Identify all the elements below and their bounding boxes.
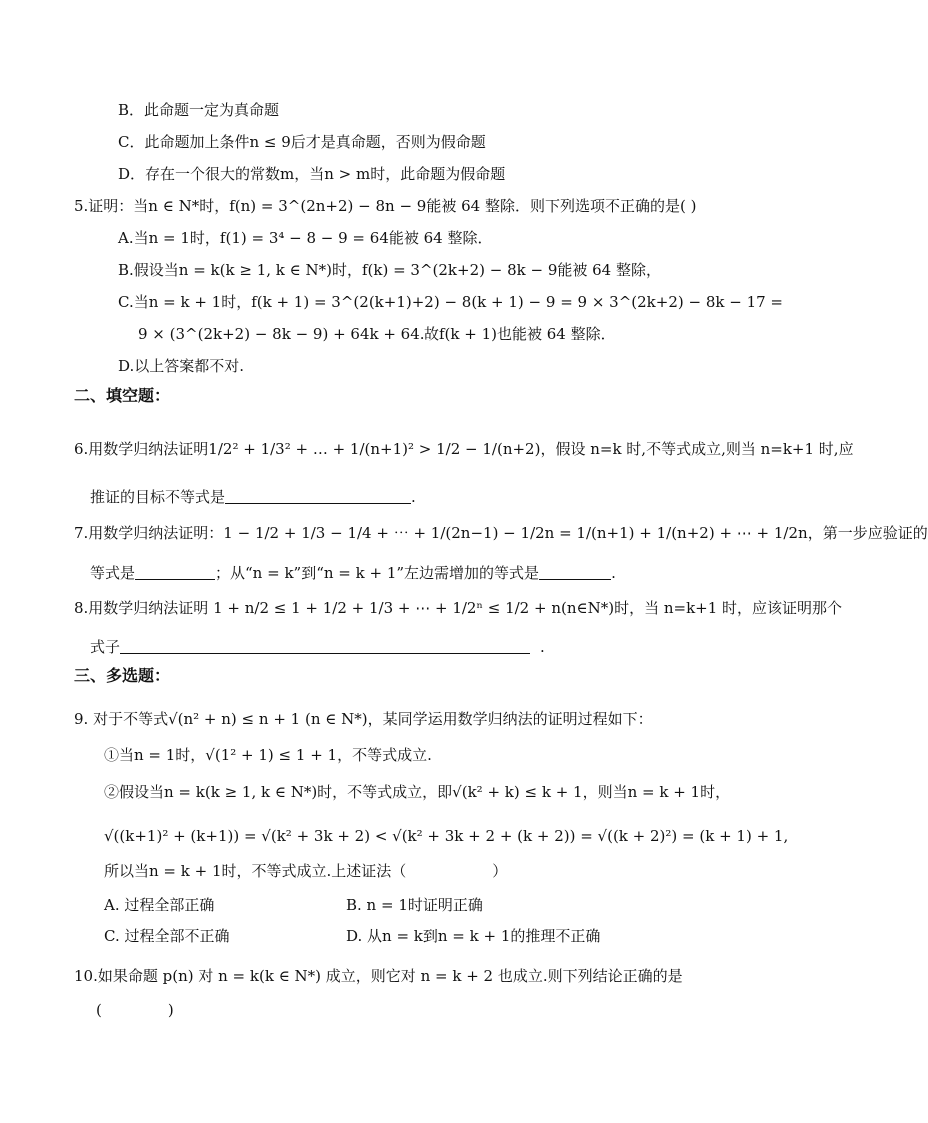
q4-option-c: C．此命题加上条件n ≤ 9后才是真命题，否则为假命题 [118, 133, 486, 151]
q8-period: . [540, 638, 545, 656]
q10-paren-close: ) [167, 1001, 174, 1019]
q9-option-b: B. n = 1时证明正确 [346, 896, 483, 914]
q5-option-a: A.当n = 1时，f(1) = 3⁴ − 8 − 9 = 64能被 64 整除． [118, 229, 493, 247]
q7-first-step-blank[interactable] [135, 563, 215, 580]
q10-stem: 10.如果命题 p(n) 对 n = k(k ∈ N*) 成立，则它对 n = k + 2 也成立.则下列结论正确的是 [74, 967, 683, 985]
q6-stem: 6.用数学归纳法证明1/2² + 1/3² + … + 1/(n+1)² > 1/2 − 1/(n+2)，假设 n=k 时,不等式成立,则当 n=k+1 时,应 [74, 440, 854, 458]
q7-period: . [611, 564, 616, 582]
q5-option-b: B.假设当n = k(k ≥ 1, k ∈ N*)时，f(k) = 3^(2k+2) − 8k − 9能被 64 整除， [118, 261, 661, 279]
q5-option-d: D.以上答案都不对. [118, 357, 245, 375]
q7-line2 [90, 562, 616, 584]
q8-expression-label: 式子 [90, 638, 121, 656]
q8-stem: 8.用数学归纳法证明 1 + n/2 ≤ 1 + 1/2 + 1/3 + ⋯ + 1/2ⁿ ≤ 1/2 + n(n∈N*)时，当 n=k+1 时，应该证明那个 [74, 599, 843, 617]
q8-answer-blank[interactable] [120, 637, 530, 654]
q7-first-step-label: 等式是 [90, 564, 136, 582]
q4-option-d: D．存在一个很大的常数m，当n > m时，此命题为假命题 [118, 165, 506, 183]
q7-increment-label: ；从“n = k”到“n = k + 1”左边需增加的等式是 [215, 564, 540, 582]
q9-conclusion [104, 860, 507, 882]
section-heading-multi-choice: 三、多选题： [74, 666, 171, 685]
q10-answer-parens [96, 999, 174, 1021]
q9-step1: ①当n = 1时，√(1² + 1) ≤ 1 + 1，不等式成立. [104, 746, 432, 764]
q9-step3: √((k+1)² + (k+1)) = √(k² + 3k + 2) < √(k² + 3k + 2 + (k + 2)) = √((k + 2)²) = (k + 1) + 1, [104, 827, 789, 845]
q6-target-label: 推证的目标不等式是 [90, 488, 226, 506]
q9-option-a: A. 过程全部正确 [104, 896, 215, 914]
q9-step2: ②假设当n = k(k ≥ 1, k ∈ N*)时，不等式成立，即√(k² + k) ≤ k + 1，则当n = k + 1时， [104, 783, 731, 801]
q7-stem: 7.用数学归纳法证明：1 − 1/2 + 1/3 − 1/4 + ⋯ + 1/(2n−1) − 1/2n = 1/(n+1) + 1/(n+2) + ⋯ + 1/2n，第一步应验证的 [74, 524, 928, 542]
q9-stem: 9. 对于不等式√(n² + n) ≤ n + 1 (n ∈ N*)，某同学运用数学归纳法的证明过程如下： [74, 710, 653, 728]
q9-paren-close: ） [492, 862, 508, 880]
section-heading-fill-in: 二、填空题： [74, 386, 171, 405]
q6-period: . [411, 488, 416, 506]
q5-stem: 5.证明：当n ∈ N*时，f(n) = 3^(2n+2) − 8n − 9能被 64 整除．则下列选项不正确的是( ) [74, 197, 697, 215]
q4-option-b: B．此命题一定为真命题 [118, 101, 280, 119]
q9-conclusion-text: 所以当n = k + 1时，不等式成立.上述证法（ [104, 862, 407, 880]
q6-line2 [90, 486, 416, 508]
q5-option-c-line1: C.当n = k + 1时，f(k + 1) = 3^(2(k+1)+2) − 8(k + 1) − 9 = 9 × 3^(2k+2) − 8k − 17 = [118, 293, 784, 311]
q8-line2 [90, 636, 545, 658]
q7-increment-blank[interactable] [539, 563, 611, 580]
q5-option-c-line2: 9 × (3^(2k+2) − 8k − 9) + 64k + 64. [138, 325, 425, 343]
q6-answer-blank[interactable] [225, 487, 411, 504]
q5-option-c-line3: 故f(k + 1)也能被 64 整除． [424, 325, 616, 343]
q10-paren-open: ( [96, 1001, 102, 1019]
q9-option-d: D. 从n = k到n = k + 1的推理不正确 [346, 927, 601, 945]
q9-option-c: C. 过程全部不正确 [104, 927, 230, 945]
